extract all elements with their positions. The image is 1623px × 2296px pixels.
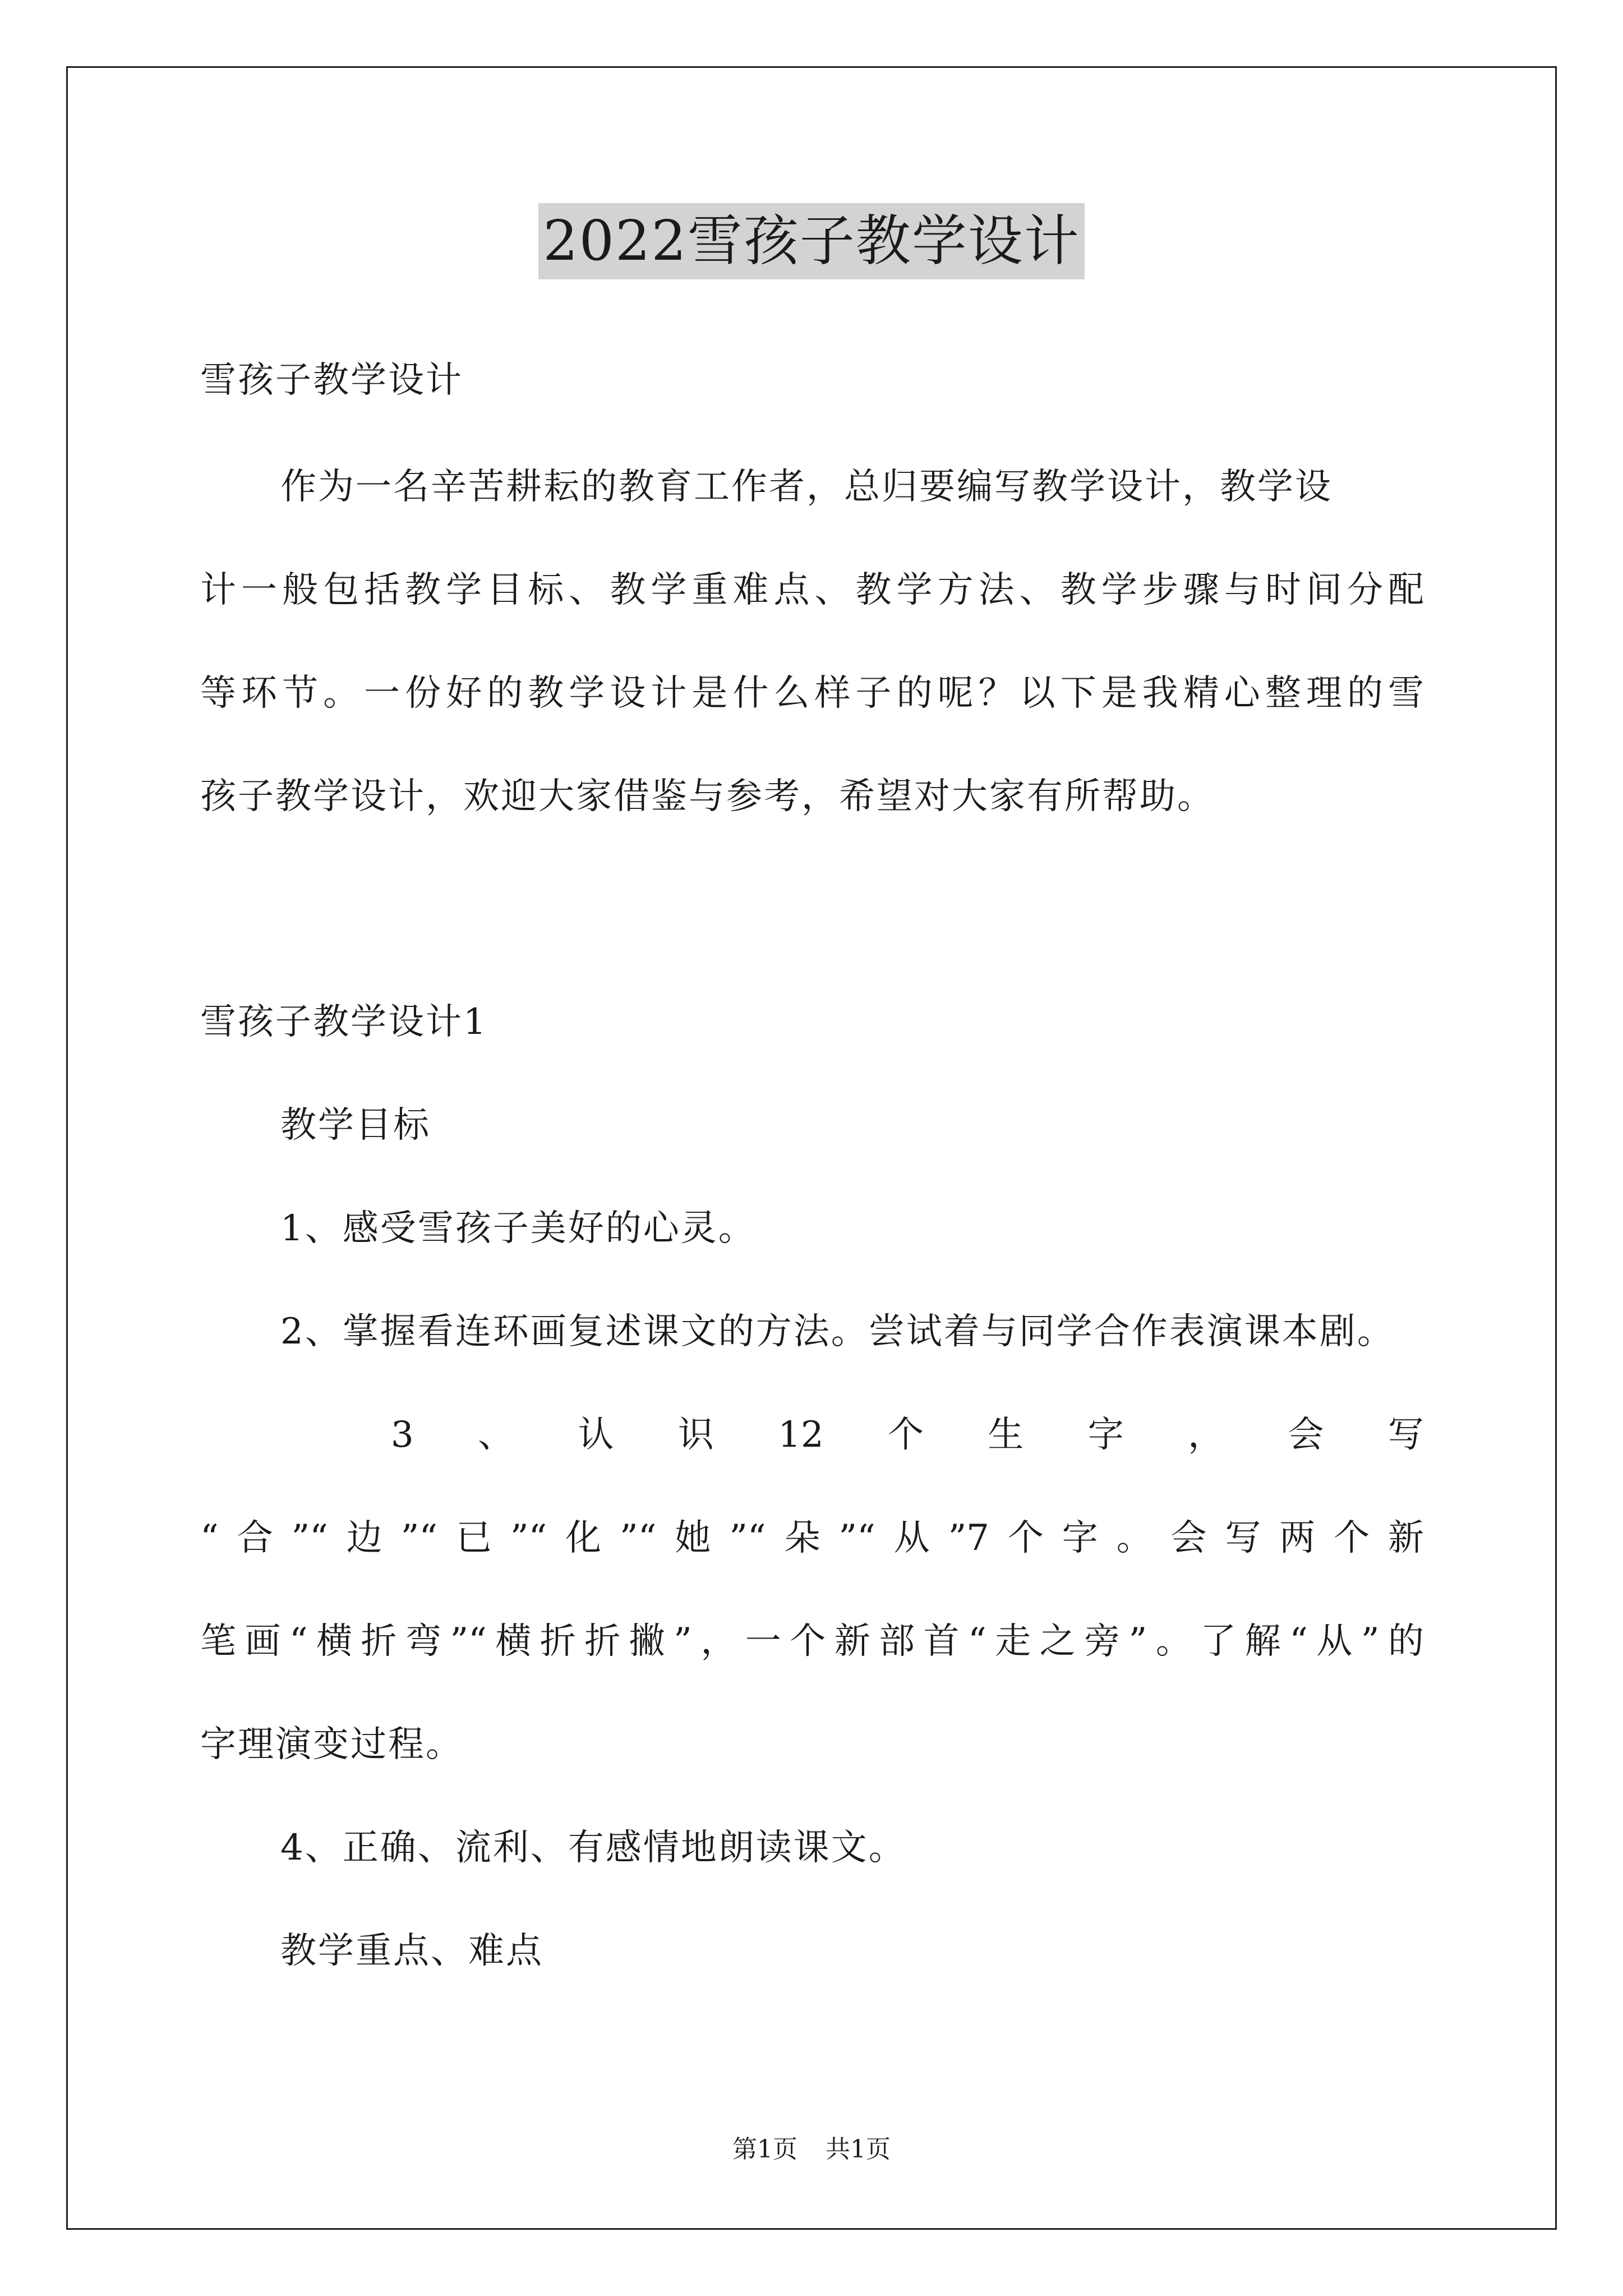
goal-1: 1、感受雪孩子美好的心灵。 xyxy=(280,1208,756,1249)
intro-line-4: 孩子教学设计，欢迎大家借鉴与参考，希望对大家有所帮助。 xyxy=(200,776,1215,817)
goal-3-token: 、 xyxy=(478,1414,514,1456)
goal-3-token: 识 xyxy=(677,1414,714,1456)
goal-3-token: 字 xyxy=(1087,1414,1124,1456)
goal-3-line-1 xyxy=(200,1407,1424,1463)
goals-heading: 教学目标 xyxy=(280,1105,431,1146)
subtitle: 雪孩子教学设计 xyxy=(200,360,463,401)
goal-4: 4、正确、流利、有感情地朗读课文。 xyxy=(280,1827,906,1869)
section-heading: 雪孩子教学设计1 xyxy=(200,1001,488,1043)
goal-3-token: 3 xyxy=(391,1414,414,1456)
goal-3-line-3: 笔画“横折弯”“横折折撇”，一个新部首“走之旁”。了解“从”的 xyxy=(200,1621,1424,1662)
intro-line-3: 等环节。一份好的教学设计是什么样子的呢？以下是我精心整理的雪 xyxy=(200,673,1424,714)
goal-3-token: 生 xyxy=(988,1414,1024,1456)
goal-2: 2、掌握看连环画复述课文的方法。尝试着与同学合作表演课本剧。 xyxy=(280,1311,1395,1352)
goal-3-token: ， xyxy=(1188,1414,1224,1456)
goal-3-line-4: 字理演变过程。 xyxy=(200,1724,463,1765)
goal-3-token: 认 xyxy=(578,1414,614,1456)
goal-3-token: 个 xyxy=(888,1414,924,1456)
goal-3-token: 写 xyxy=(1387,1414,1424,1456)
goal-3-token: 会 xyxy=(1288,1414,1324,1456)
page-number: 第1页 xyxy=(732,2135,797,2164)
goal-3-line-2: “合”“边”“已”“化”“她”“朵”“从”7个字。会写两个新 xyxy=(200,1517,1424,1559)
intro-line-1: 作为一名辛苦耕耘的教育工作者，总归要编写教学设计，教学设 xyxy=(280,466,1332,508)
page-title: 2022雪孩子教学设计 xyxy=(538,203,1084,279)
key-points-heading: 教学重点、难点 xyxy=(280,1930,543,1972)
page-total: 共1页 xyxy=(826,2135,891,2164)
goal-3-token: 12 xyxy=(778,1414,824,1456)
intro-line-2: 计一般包括教学目标、教学重难点、教学方法、教学步骤与时间分配 xyxy=(200,569,1424,611)
title-block xyxy=(0,203,1623,279)
page-footer xyxy=(0,2133,1623,2166)
